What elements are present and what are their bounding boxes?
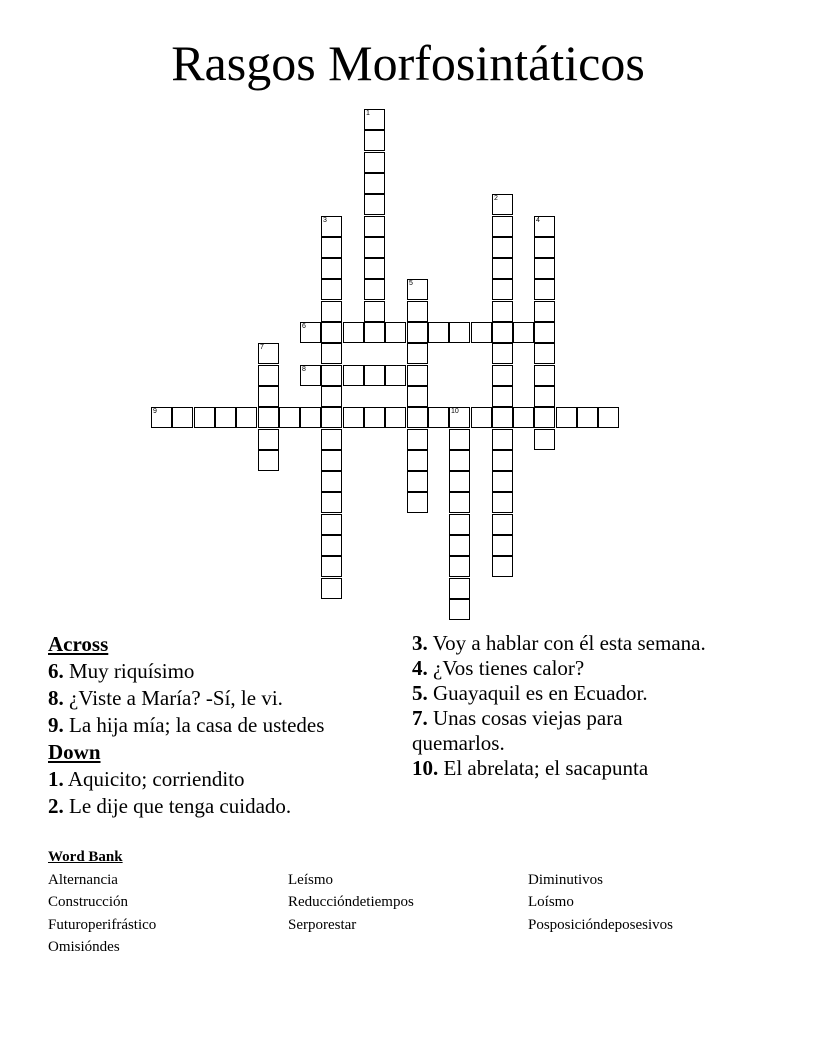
grid-cell <box>385 365 406 386</box>
grid-cell <box>321 279 342 300</box>
grid-cell <box>364 301 385 322</box>
grid-cell <box>534 429 555 450</box>
grid-cell <box>556 407 577 428</box>
grid-cell <box>364 407 385 428</box>
grid-cell <box>513 322 534 343</box>
grid-cell <box>492 258 513 279</box>
grid-cell <box>534 237 555 258</box>
grid-cell <box>407 365 428 386</box>
grid-cell <box>321 216 342 237</box>
grid-cell <box>321 492 342 513</box>
grid-cell-number: 2 <box>494 195 498 202</box>
grid-cell <box>449 429 470 450</box>
grid-cell <box>364 322 385 343</box>
word-bank-item: Futuroperifrástico <box>48 916 157 933</box>
word-bank-list <box>48 869 768 959</box>
grid-cell <box>492 429 513 450</box>
grid-cell <box>449 322 470 343</box>
grid-cell <box>321 237 342 258</box>
grid-cell <box>321 429 342 450</box>
grid-cell <box>364 216 385 237</box>
grid-cell <box>492 535 513 556</box>
grid-cell <box>534 407 555 428</box>
grid-cell <box>428 407 449 428</box>
word-bank-item: Alternancia <box>48 871 118 888</box>
grid-cell <box>449 407 470 428</box>
grid-cell <box>449 450 470 471</box>
grid-cell <box>534 279 555 300</box>
grid-cell <box>492 301 513 322</box>
grid-cell-number: 9 <box>153 408 157 415</box>
grid-cell <box>598 407 619 428</box>
grid-cell <box>577 407 598 428</box>
grid-cell <box>258 365 279 386</box>
grid-cell <box>321 322 342 343</box>
word-bank-item: Loísmo <box>528 894 574 910</box>
grid-cell <box>343 407 364 428</box>
grid-cell <box>343 322 364 343</box>
grid-cell <box>407 471 428 492</box>
grid-cell <box>258 407 279 428</box>
clues-left-column <box>48 631 388 820</box>
grid-cell <box>534 301 555 322</box>
grid-cell <box>321 343 342 364</box>
grid-cell <box>428 322 449 343</box>
grid-cell <box>194 407 215 428</box>
down-heading: Down <box>48 740 101 764</box>
grid-cell <box>364 237 385 258</box>
grid-cell <box>449 578 470 599</box>
grid-cell <box>321 578 342 599</box>
grid-cell <box>300 322 321 343</box>
grid-cell-number: 7 <box>260 344 264 351</box>
grid-cell <box>492 194 513 215</box>
grid-cell <box>449 535 470 556</box>
grid-cell <box>407 450 428 471</box>
grid-cell <box>321 258 342 279</box>
grid-cell <box>364 365 385 386</box>
clue-down-7: 7. Unas cosas viejas para quemarlos. <box>412 706 623 755</box>
grid-cell-number: 5 <box>409 280 413 287</box>
grid-cell <box>321 365 342 386</box>
grid-cell <box>407 492 428 513</box>
grid-cell <box>492 492 513 513</box>
grid-cell-number: 4 <box>536 217 540 224</box>
word-bank-item: Serporestar <box>288 916 357 933</box>
grid-cell <box>492 365 513 386</box>
grid-cell <box>449 556 470 577</box>
grid-cell <box>364 279 385 300</box>
clue-down-4: 4. ¿Vos tienes calor? <box>412 656 585 680</box>
grid-cell <box>492 556 513 577</box>
grid-cell <box>492 237 513 258</box>
grid-cell <box>513 407 534 428</box>
grid-cell <box>364 173 385 194</box>
grid-cell <box>407 301 428 322</box>
grid-cell <box>534 386 555 407</box>
clue-down-5: 5. Guayaquil es en Ecuador. <box>412 681 648 705</box>
grid-cell-number: 6 <box>302 323 306 330</box>
grid-cell <box>449 599 470 620</box>
grid-cell <box>471 407 492 428</box>
word-bank-item: Diminutivos <box>528 871 604 888</box>
grid-cell <box>172 407 193 428</box>
clue-down-2: 2. Le dije que tenga cuidado. <box>48 794 292 818</box>
grid-cell <box>300 365 321 386</box>
grid-cell <box>407 429 428 450</box>
grid-cell <box>492 407 513 428</box>
grid-cell <box>364 194 385 215</box>
grid-cell <box>449 471 470 492</box>
grid-cell <box>492 450 513 471</box>
grid-cell <box>471 322 492 343</box>
word-bank-title: Word Bank <box>48 849 123 865</box>
grid-cell <box>364 258 385 279</box>
grid-cell <box>279 407 300 428</box>
grid-cell <box>492 471 513 492</box>
grid-cell-number: 10 <box>451 408 459 415</box>
grid-cell <box>385 407 406 428</box>
grid-cell <box>343 365 364 386</box>
grid-cell <box>321 535 342 556</box>
grid-cell <box>407 407 428 428</box>
grid-cell <box>534 258 555 279</box>
clues-right-column <box>412 631 712 781</box>
grid-cell <box>258 343 279 364</box>
word-bank-item: Leísmo <box>288 871 333 888</box>
grid-cell <box>534 322 555 343</box>
grid-cell <box>534 216 555 237</box>
grid-cell <box>258 450 279 471</box>
clue-across-6: 6. Muy riquísimo <box>48 659 195 683</box>
grid-cell <box>321 471 342 492</box>
word-bank-item: Reduccióndetiempos <box>288 894 414 910</box>
across-heading: Across <box>48 632 109 656</box>
grid-cell <box>534 343 555 364</box>
grid-cell <box>534 365 555 386</box>
clue-across-8: 8. ¿Viste a María? -Sí, le vi. <box>48 686 283 710</box>
grid-cell <box>321 556 342 577</box>
grid-cell <box>492 514 513 535</box>
clue-down-1: 1. Aquicito; corriendito <box>48 767 245 791</box>
word-bank-item: Construcción <box>48 894 128 910</box>
grid-cell <box>236 407 257 428</box>
grid-cell <box>385 322 406 343</box>
grid-cell <box>321 301 342 322</box>
grid-cell-number: 1 <box>366 110 370 117</box>
grid-cell <box>151 407 172 428</box>
grid-cell <box>407 322 428 343</box>
grid-cell <box>300 407 321 428</box>
grid-cell-number: 8 <box>302 366 306 373</box>
grid-cell <box>215 407 236 428</box>
grid-cell <box>321 514 342 535</box>
grid-cell <box>407 386 428 407</box>
word-bank <box>48 846 768 959</box>
grid-cell <box>321 386 342 407</box>
grid-cell <box>321 450 342 471</box>
grid-cell <box>258 386 279 407</box>
grid-cell <box>407 279 428 300</box>
page-title: Rasgos Morfosintáticos <box>171 35 645 91</box>
grid-cell <box>449 514 470 535</box>
grid-cell <box>364 109 385 130</box>
grid-cell <box>364 130 385 151</box>
grid-cell <box>364 152 385 173</box>
grid-cell <box>321 407 342 428</box>
word-bank-item: Omisióndes <box>48 939 120 955</box>
grid-cell <box>492 343 513 364</box>
grid-cell <box>258 429 279 450</box>
grid-cell <box>492 386 513 407</box>
grid-cell <box>449 492 470 513</box>
grid-cell <box>407 343 428 364</box>
grid-cell-number: 3 <box>323 217 327 224</box>
grid-cell <box>492 216 513 237</box>
word-bank-item: Posposicióndeposesivos <box>528 916 674 933</box>
grid-cell <box>492 322 513 343</box>
clue-down-3: 3. Voy a hablar con él esta semana. <box>412 631 706 655</box>
clue-down-10: 10. El abrelata; el sacapunta <box>412 756 649 780</box>
clue-across-9: 9. La hija mía; la casa de ustedes <box>48 713 325 737</box>
grid-cell <box>492 279 513 300</box>
